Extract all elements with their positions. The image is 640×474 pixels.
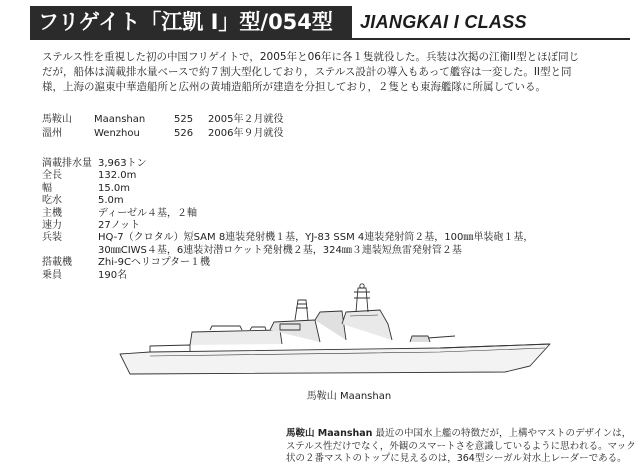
spec-value: 30㎜CIWS４基，6連装対潜ロケット発射機２基，324㎜３連装短魚雷発射管２基 xyxy=(98,244,462,256)
spec-label: 搭載機 xyxy=(42,257,72,269)
spec-row xyxy=(42,158,602,170)
photo-caption xyxy=(286,428,636,466)
spec-value: 190名 xyxy=(98,269,128,281)
spec-row xyxy=(42,232,602,244)
commission-date: 2005年２月就役 xyxy=(208,114,284,125)
hull-number: 526 xyxy=(174,128,194,139)
intro-paragraph: ステルス性を重視した初の中国フリゲイトで，2005年と06年に各１隻就役した。兵装は次掲の江衛II型とほぼ同じだが，船体は満載排水量ベースで約７割大型化しており，ステルス設計の導入もあって艦容は一変した。II型と同様，上海の滬東中華造船所と広州の黄埔造船所が建造を分担しており，２隻とも東海艦隊に所属している。 xyxy=(42,51,580,93)
ship-name-en: Maanshan xyxy=(94,114,146,125)
spec-row xyxy=(42,220,602,232)
ship-list xyxy=(42,113,283,141)
spec-value: 3,963トン xyxy=(98,158,147,169)
spec-label: 兵装 xyxy=(42,232,62,244)
ship-row xyxy=(42,127,283,141)
hull xyxy=(120,344,550,374)
spec-label: 満載排水量 xyxy=(42,158,92,169)
ship-row xyxy=(42,113,283,127)
spec-row xyxy=(42,208,602,220)
spec-label: 乗員 xyxy=(42,269,62,281)
spec-value: 5.0m xyxy=(98,195,124,207)
spec-row xyxy=(42,183,602,195)
spec-label: 幅 xyxy=(42,182,52,194)
hull-number: 525 xyxy=(174,114,194,125)
spec-table xyxy=(42,158,602,282)
ship-name-en: Wenzhou xyxy=(94,128,140,139)
header-rule xyxy=(30,38,630,40)
spec-label: 吃水 xyxy=(42,195,62,207)
drawing-caption: 馬鞍山 Maanshan xyxy=(306,391,392,402)
ship-name-jp: 馬鞍山 xyxy=(42,114,72,125)
ship-profile-drawing xyxy=(110,282,555,382)
ship-name-jp: 溫州 xyxy=(42,128,62,139)
spec-value: HQ-7（クロタル）短SAM 8連装発射機１基，YJ-83 SSM 4連装発射筒２基，100㎜単装砲１基， xyxy=(98,232,534,244)
spec-row xyxy=(42,270,602,282)
commission-date: 2006年９月就役 xyxy=(208,128,284,139)
spec-label: 全長 xyxy=(42,170,62,182)
photo-caption-title: 馬鞍山 Maanshan xyxy=(286,428,373,439)
spec-value: ディーゼル４基，２軸 xyxy=(98,207,197,219)
spec-value: 15.0m xyxy=(98,182,131,194)
spec-value: 27ノット xyxy=(98,220,141,232)
page-title: フリゲイト「江凱 I」型/054型 xyxy=(30,6,352,38)
class-name-english: JIANGKAI I CLASS xyxy=(360,12,527,32)
header xyxy=(0,0,640,43)
spec-row xyxy=(42,195,602,207)
spec-row xyxy=(42,257,602,269)
spec-row xyxy=(42,170,602,182)
spec-label xyxy=(42,245,98,257)
spec-row xyxy=(42,245,602,257)
photo-caption-text: 最近の中国水上艦の特徴だが，上構やマストのデザインは，ステルス性だけでなく，外観のスマートさを意識しているように思われる。マック状の２番マストのトップに見えるのは，364型シーガル対水上レーダーである。 xyxy=(286,428,636,464)
spec-label: 速力 xyxy=(42,220,62,232)
spec-label: 主機 xyxy=(42,207,62,219)
spec-value: 132.0m xyxy=(98,170,137,182)
spec-value: Zhi-9Cヘリコプター１機 xyxy=(98,257,211,269)
